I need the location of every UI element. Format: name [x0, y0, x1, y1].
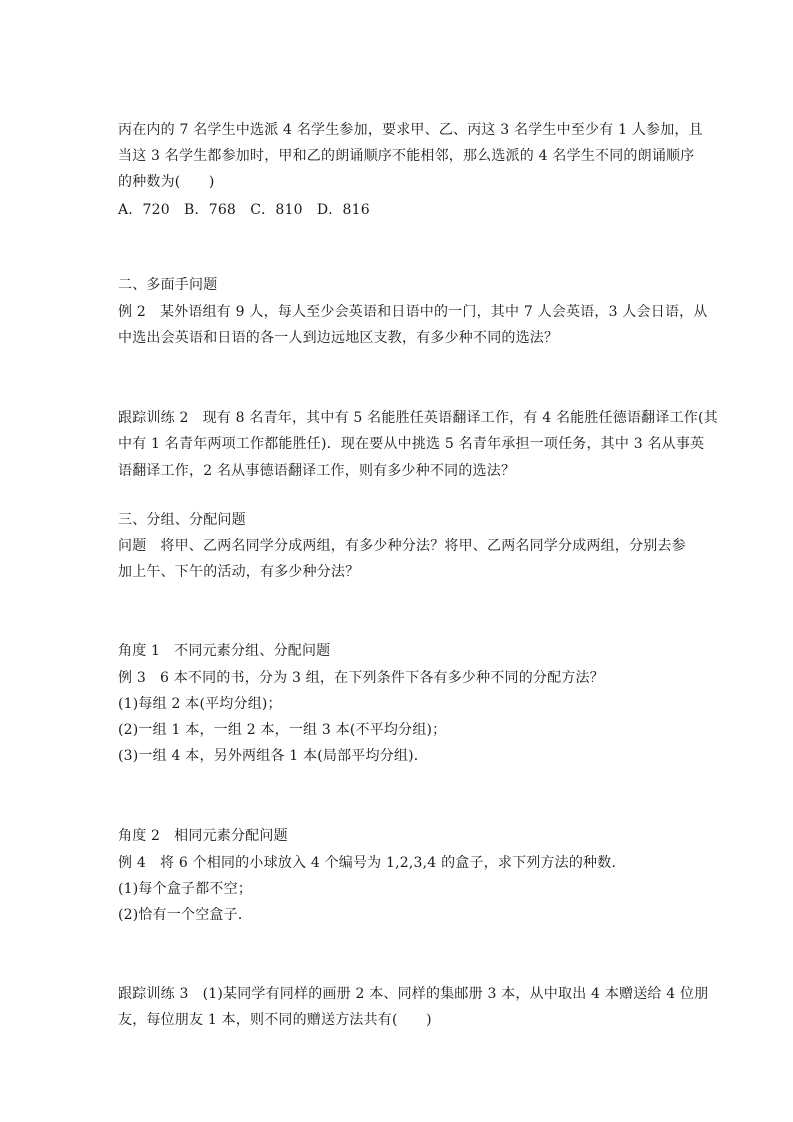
angle-2-heading	[118, 826, 288, 846]
question-line-2: 加上午、下午的活动，有多少种分法？	[118, 564, 360, 580]
example-4-text: 将 6 个相同的小球放入 4 个编号为 1,2,3,4 的盒子，求下列方法的种数．	[159, 855, 626, 871]
example-4-label: 例 4	[118, 855, 146, 871]
example-4-item-2: (2)恰有一个空盒子．	[118, 907, 253, 923]
example-3-label: 例 3	[118, 670, 146, 686]
question-line-1	[118, 536, 686, 556]
training-3-line-2: 友，每位朋友 1 本，则不同的赠送方法共有( )	[118, 1012, 432, 1028]
training-2-line-3: 语翻译工作，2 名从事德语翻译工作，则有多少种不同的选法？	[118, 463, 516, 479]
example-4-item-1: (1)每个盒子都不空；	[118, 881, 253, 897]
example-3-text: 6 本不同的书，分为 3 组，在下列条件下各有多少种不同的分配方法？	[159, 670, 604, 686]
example-2-line-2: 中选出会英语和日语的各一人到边远地区支教，有多少种不同的选法？	[118, 330, 559, 346]
example-2-line-1	[118, 302, 708, 322]
training-2-line-2: 中有 1 名青年两项工作都能胜任)．现在要从中挑选 5 名青年承担一项任务，其中 3 名从事英	[118, 436, 705, 452]
answer-options: A．720 B．768 C．810 D．816	[118, 202, 370, 218]
angle-1-title: 不同元素分组、分配问题	[174, 643, 331, 659]
angle-1-heading	[118, 641, 330, 661]
intro-line-1: 丙在内的 7 名学生中选派 4 名学生参加，要求甲、乙、丙这 3 名学生中至少有 1 人参加，且	[118, 122, 703, 138]
example-3-item-1: (1)每组 2 本(平均分组)；	[118, 696, 282, 712]
angle-2-label: 角度 2	[118, 828, 161, 844]
training-3-text: (1)某同学有同样的画册 2 本、同样的集邮册 3 本，从中取出 4 本赠送给 4 位朋	[202, 986, 709, 1002]
question-text: 将甲、乙两名同学分成两组，有多少种分法？将甲、乙两名同学分成两组，分别去参	[160, 538, 686, 554]
example-2-text: 某外语组有 9 人，每人至少会英语和日语中的一门，其中 7 人会英语，3 人会日语，从	[159, 304, 708, 320]
training-3-line-1	[118, 984, 708, 1004]
question-label: 问题	[118, 538, 147, 554]
section-2-heading: 二、多面手问题	[118, 277, 218, 293]
example-4-line	[118, 853, 626, 873]
angle-2-title: 相同元素分配问题	[174, 828, 288, 844]
example-3-line	[118, 668, 604, 688]
example-3-item-3: (3)一组 4 本，另外两组各 1 本(局部平均分组)．	[118, 748, 428, 764]
training-2-line-1	[118, 408, 718, 428]
section-3-heading: 三、分组、分配问题	[118, 512, 246, 528]
training-2-label: 跟踪训练 2	[118, 410, 189, 426]
intro-line-3: 的种数为( )	[118, 174, 215, 190]
example-3-item-2: (2)一组 1 本，一组 2 本，一组 3 本(不平均分组)；	[118, 722, 447, 738]
training-2-text: 现有 8 名青年，其中有 5 名能胜任英语翻译工作，有 4 名能胜任德语翻译工作(其	[202, 410, 718, 426]
intro-line-2: 当这 3 名学生都参加时，甲和乙的朗诵顺序不能相邻，那么选派的 4 名学生不同的朗诵顺序	[118, 148, 695, 164]
training-3-label: 跟踪训练 3	[118, 986, 189, 1002]
example-2-label: 例 2	[118, 304, 146, 320]
angle-1-label: 角度 1	[118, 643, 161, 659]
